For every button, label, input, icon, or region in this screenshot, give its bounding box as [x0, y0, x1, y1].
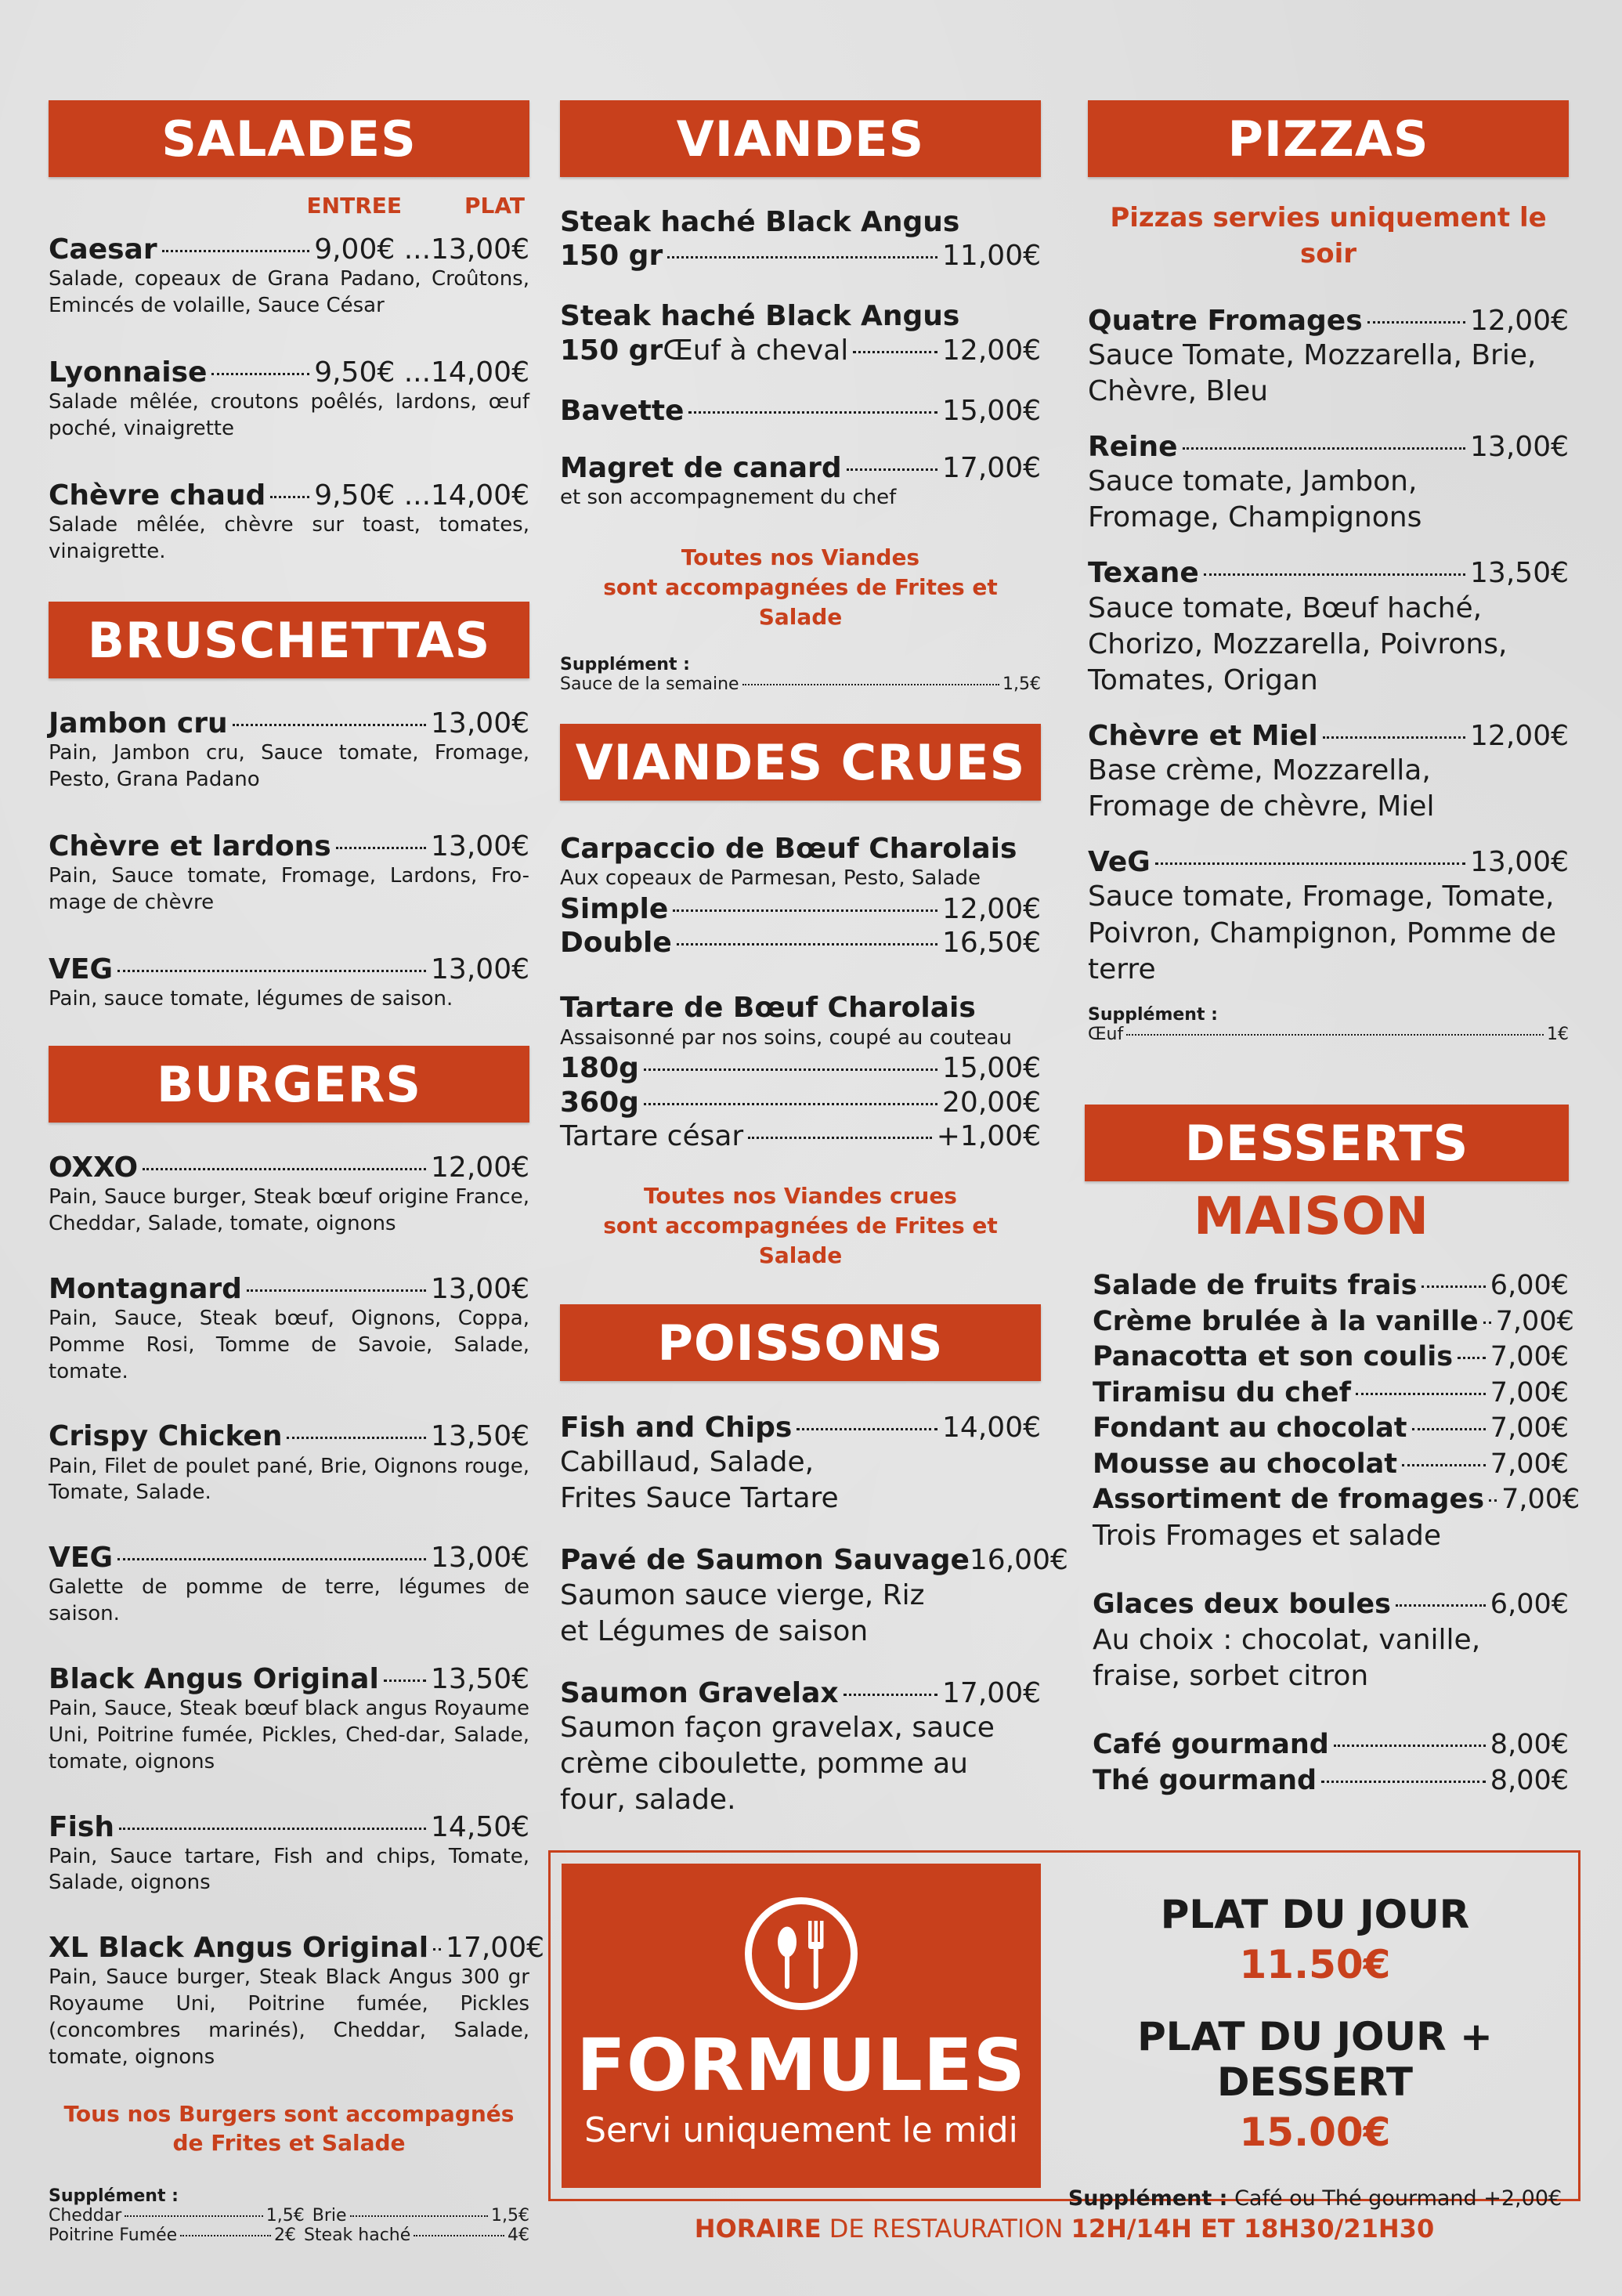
- item-price: 13,00€: [431, 953, 529, 985]
- item-price: 8,00€: [1490, 1764, 1569, 1796]
- horaire-hours: 12H/14H ET 18H30/21H30: [1071, 2214, 1435, 2244]
- item-name: Panacotta et son coulis: [1093, 1341, 1454, 1372]
- item-price: 7,00€: [1501, 1484, 1580, 1515]
- item-name: Montagnard: [49, 1272, 242, 1305]
- supplement-row: [1088, 1025, 1569, 1044]
- item-price: 13,00€: [431, 707, 529, 739]
- item-price: 17,00€: [942, 451, 1041, 484]
- item-price: 7,00€: [1490, 1341, 1569, 1372]
- burgers-banner: BURGERS: [49, 1046, 529, 1123]
- item-name: Pavé de Saumon Sauvage: [560, 1544, 970, 1577]
- supplement-row: [49, 2225, 529, 2245]
- item-name: Fish: [49, 1810, 114, 1843]
- plat-du-jour-title: PLAT DU JOUR: [1160, 1892, 1470, 1937]
- desserts-section: [1088, 1105, 1580, 1799]
- item-desc: Trois Fromages et salade: [1093, 1519, 1441, 1552]
- salades-banner: SALADES: [49, 100, 529, 177]
- cutlery-icon: [742, 1895, 860, 2012]
- menu-item: [560, 1411, 1041, 1517]
- formules-subtitle: Servi uniquement le midi: [584, 2110, 1018, 2150]
- horaire: [548, 2214, 1580, 2244]
- item-desc: Au choix : chocolat, vanille, fraise, sorbet citron: [1093, 1624, 1481, 1693]
- item-name: XL Black Angus Original: [49, 1932, 429, 1965]
- pizzas-banner: PIZZAS: [1088, 100, 1569, 177]
- item-price: +1,00€: [936, 1119, 1041, 1152]
- item-price: 9,50€ ...14,00€: [314, 356, 529, 389]
- item-price: 7,00€: [1490, 1412, 1569, 1444]
- item-price: 12,00€: [1470, 304, 1569, 337]
- menu-item: [1088, 430, 1569, 536]
- menu-item: [560, 832, 1041, 960]
- pizzas-supplement: [1088, 1005, 1569, 1044]
- supplement-label: Supplément :: [1067, 2186, 1228, 2211]
- item-price: 6,00€: [1490, 1588, 1569, 1620]
- item-name: VEG: [49, 953, 114, 985]
- menu-item: [1088, 556, 1569, 698]
- item-name: Tiramisu du chef: [1093, 1376, 1351, 1408]
- note-line: sont accompagnées de Frites et Salade: [603, 1212, 998, 1268]
- item-price: 13,50€: [431, 1662, 529, 1695]
- supp-price: 1€: [1547, 1024, 1569, 1044]
- menu-item: [49, 1541, 529, 1628]
- menu-item: [49, 479, 529, 566]
- note-line: Toutes nos Viandes: [681, 544, 920, 570]
- salades-column-headers: [49, 193, 529, 219]
- supp-price: 1,5€: [491, 2206, 529, 2226]
- item-price: 16,00€: [969, 1544, 1068, 1577]
- item-price: 9,50€ ...14,00€: [314, 479, 529, 512]
- item-name: Jambon cru: [49, 707, 228, 739]
- item-desc: Base crème, Mozzarella, Fromage de chèvre, Miel: [1088, 754, 1435, 823]
- item-price: 15,00€: [942, 1052, 1041, 1085]
- item-price: 13,50€: [1470, 557, 1569, 590]
- supplement-title: Supplément :: [1088, 1004, 1218, 1025]
- item-name: Steak haché Black Angus: [560, 300, 960, 333]
- item-name: Reine: [1088, 431, 1178, 464]
- viandes-banner: VIANDES: [560, 100, 1041, 177]
- note-line: Toutes nos Viandes crues: [644, 1182, 957, 1209]
- menu-item: [1088, 304, 1569, 410]
- item-name: VeG: [1088, 846, 1151, 879]
- item-desc: Assaisonné par nos soins, coupé au couteau: [560, 1025, 1012, 1050]
- supp-name: Sauce de la semaine: [560, 674, 739, 695]
- viandes-note: [560, 543, 1041, 631]
- burgers-note: [49, 2099, 529, 2159]
- item-price: 12,00€: [942, 892, 1041, 925]
- menu-item: [49, 707, 529, 794]
- item-name: Chèvre chaud: [49, 479, 266, 512]
- menu-item: [560, 1543, 1068, 1649]
- menu-item: [49, 1272, 529, 1386]
- menu-item: [49, 233, 529, 320]
- menu-item: [560, 451, 1041, 512]
- item-name: Assortiment de fromages: [1093, 1484, 1485, 1515]
- item-name: Café gourmand: [1093, 1729, 1329, 1761]
- item-desc: Pain, Filet de poulet pané, Brie, Oignons rouge, Tomate, Salade.: [49, 1454, 529, 1505]
- supplement-row: [560, 674, 1041, 694]
- item-price: 14,50€: [431, 1810, 529, 1843]
- item-desc: Pain, Sauce burger, Steak Black Angus 300 gr Royaume Uni, Poitrine fumée, Pickles (concombres marinés), Cheddar, Salade, tomate, oignons: [49, 1965, 529, 2069]
- menu-item: [1093, 1727, 1569, 1799]
- supplement-title: Supplément :: [49, 2186, 179, 2207]
- item-name: Caesar: [49, 233, 157, 266]
- viandes-supplement: [560, 655, 1041, 694]
- item-price: 13,00€: [431, 1542, 529, 1575]
- poissons-section: [560, 1304, 1068, 1818]
- item-name: Magret de canard: [560, 451, 842, 484]
- menu-item: [49, 356, 529, 443]
- pizzas-subtitle: Pizzas servies uniquement le soir: [1110, 202, 1547, 269]
- item-name: Glaces deux boules: [1093, 1588, 1391, 1620]
- note-line: de Frites et Salade: [172, 2130, 406, 2157]
- entree-header: ENTREE: [306, 193, 403, 219]
- supp-name: Cheddar: [49, 2206, 122, 2226]
- item-price: 15,00€: [942, 394, 1041, 427]
- supp-price: 4€: [508, 2225, 529, 2246]
- formules-supplement: [1052, 2186, 1578, 2211]
- viandes-section: [560, 100, 1041, 694]
- pizzas-section: [1088, 100, 1569, 1044]
- horaire-label: HORAIRE: [694, 2214, 822, 2244]
- item-name: Crème brulée à la vanille: [1093, 1305, 1479, 1337]
- menu-item: [49, 1419, 529, 1506]
- item-price: 7,00€: [1490, 1448, 1569, 1480]
- supp-name: Brie: [312, 2206, 347, 2226]
- item-price: 9,00€ ...13,00€: [314, 233, 529, 266]
- item-desc: Pain, sauce tomate, légumes de saison.: [49, 986, 453, 1011]
- item-desc: Pain, Sauce, Steak bœuf, Oignons, Coppa, Pomme Rosi, Tomme de Savoie, Salade, tomate.: [49, 1306, 529, 1383]
- item-name: Mousse au chocolat: [1093, 1448, 1397, 1480]
- menu-item: [1093, 1587, 1569, 1695]
- formules-panel: [562, 1864, 1041, 2188]
- item-name: Chèvre et Miel: [1088, 719, 1318, 752]
- item-name: Fish and Chips: [560, 1412, 793, 1444]
- item-name: Double: [560, 927, 672, 960]
- item-price: 13,00€: [1470, 431, 1569, 464]
- menu-item: [560, 205, 1041, 273]
- item-price: 12,00€: [942, 334, 1041, 367]
- menu-item: [560, 299, 1041, 367]
- formules-title: FORMULES: [576, 2023, 1026, 2107]
- item-name: Black Angus Original: [49, 1662, 379, 1695]
- viandes-crues-section: [560, 724, 1041, 1270]
- item-extra: Œuf à cheval: [663, 334, 849, 367]
- item-price: 16,50€: [942, 927, 1041, 960]
- item-name: 150 gr: [560, 334, 663, 367]
- item-desc: Saumon façon gravelax, sauce crème ciboulette, pomme au four, salade.: [560, 1711, 995, 1817]
- item-name: Fondant au chocolat: [1093, 1412, 1407, 1444]
- desserts-subtitle: MAISON: [1193, 1186, 1429, 1246]
- menu-item: [1088, 719, 1569, 825]
- supp-name: Steak haché: [303, 2225, 411, 2246]
- menu-item: [560, 991, 1041, 1153]
- item-price: 12,00€: [431, 1152, 529, 1184]
- desserts-banner: DESSERTS: [1085, 1105, 1569, 1181]
- item-desc: Pain, Sauce tartare, Fish and chips, Tomate, Salade, oignons: [49, 1844, 529, 1895]
- item-price: 7,00€: [1490, 1376, 1569, 1408]
- item-price: 13,00€: [431, 830, 529, 862]
- menu-item: [1088, 845, 1569, 987]
- menu-item: [49, 1810, 529, 1897]
- item-price: 12,00€: [1470, 719, 1569, 752]
- item-price: 17,00€: [942, 1676, 1041, 1709]
- item-name: 180g: [560, 1052, 639, 1085]
- item-price: 11,00€: [942, 240, 1041, 273]
- item-price: 8,00€: [1490, 1729, 1569, 1761]
- item-desc: Salade, copeaux de Grana Padano, Croûtons, Emincés de volaille, Sauce César: [49, 267, 529, 317]
- item-name: Thé gourmand: [1093, 1764, 1317, 1796]
- item-desc: Pain, Sauce, Steak bœuf black angus Royaume Uni, Poitrine fumée, Pickles, Ched-dar, Salade, tomate, oignons: [49, 1697, 529, 1774]
- menu-item: [49, 1662, 529, 1776]
- item-name: Quatre Fromages: [1088, 304, 1363, 337]
- item-price: 13,00€: [1470, 846, 1569, 879]
- item-price: 20,00€: [942, 1086, 1041, 1119]
- item-desc: Galette de pomme de terre, légumes de saison.: [49, 1575, 529, 1626]
- item-name: Lyonnaise: [49, 356, 208, 389]
- bruschettas-banner: BRUSCHETTAS: [49, 602, 529, 678]
- item-price: 6,00€: [1490, 1270, 1569, 1301]
- item-desc: Pain, Jambon cru, Sauce tomate, Fromage, Pesto, Grana Padano: [49, 741, 529, 791]
- item-name: 360g: [560, 1086, 639, 1119]
- supplement-title: Supplément :: [560, 655, 690, 675]
- item-name: Saumon Gravelax: [560, 1676, 839, 1709]
- item-name: VEG: [49, 1542, 114, 1575]
- item-desc: Cabillaud, Salade, Frites Sauce Tartare: [560, 1446, 839, 1515]
- burgers-supplement: [49, 2186, 529, 2245]
- item-name: Crispy Chicken: [49, 1420, 283, 1453]
- item-name: Bavette: [560, 394, 685, 427]
- viandes-crues-note: [560, 1181, 1041, 1270]
- supp-name: Poitrine Fumée: [49, 2225, 178, 2246]
- plat-dessert-title: PLAT DU JOUR + DESSERT: [1137, 2014, 1493, 2105]
- supp-price: 1,5€: [266, 2206, 305, 2226]
- item-desc: Sauce Tomate, Mozzarella, Brie, Chèvre, Bleu: [1088, 338, 1537, 408]
- item-desc: Salade mêlée, croutons poêlés, lardons, œuf poché, vinaigrette: [49, 389, 529, 440]
- item-price: 13,50€: [431, 1420, 529, 1453]
- item-name: 150 gr: [560, 240, 663, 273]
- horaire-mid: DE RESTAURATION: [821, 2214, 1071, 2244]
- burgers-section: [49, 1046, 545, 2246]
- item-desc: Pain, Sauce burger, Steak bœuf origine France, Cheddar, Salade, tomate, oignons: [49, 1185, 529, 1235]
- formules-details: [1052, 1853, 1578, 2211]
- supp-price: 1,5€: [1002, 674, 1041, 695]
- supplement-text: Café ou Thé gourmand +2,00€: [1227, 2186, 1562, 2211]
- item-name: Salade de fruits frais: [1093, 1270, 1418, 1301]
- note-line: Tous nos Burgers sont accompagnés: [63, 2100, 515, 2127]
- item-price: 17,00€: [446, 1932, 545, 1965]
- item-desc: et son accompagnement du chef: [560, 486, 897, 510]
- plat-du-jour-price: 11.50€: [1239, 1942, 1391, 1987]
- salades-section: [49, 100, 529, 565]
- item-name: Simple: [560, 892, 669, 925]
- item-name: Texane: [1088, 557, 1199, 590]
- item-desc: Aux copeaux de Parmesan, Pesto, Salade: [560, 866, 981, 891]
- menu-item: [560, 1676, 1041, 1818]
- item-price: 14,00€: [942, 1412, 1041, 1444]
- item-desc: Pain, Sauce tomate, Fromage, Lardons, Fro-mage de chèvre: [49, 863, 529, 914]
- item-price: 7,00€: [1495, 1305, 1574, 1337]
- bruschettas-section: [49, 602, 529, 1013]
- menu-item: [49, 953, 529, 1013]
- desserts-list: [1088, 1268, 1580, 1799]
- plat-dessert-price: 15.00€: [1239, 2110, 1391, 2155]
- item-name: OXXO: [49, 1152, 139, 1184]
- supplement-row: [49, 2206, 529, 2225]
- item-name: Carpaccio de Bœuf Charolais: [560, 833, 1017, 865]
- menu-item: [49, 1931, 545, 2070]
- viandes-crues-banner: VIANDES CRUES: [560, 724, 1041, 801]
- item-desc: Salade mêlée, chèvre sur toast, tomates, vinaigrette.: [49, 512, 529, 563]
- item-name: Tartare césar: [560, 1119, 744, 1152]
- item-price: 13,00€: [431, 1272, 529, 1305]
- plat-header: PLAT: [464, 193, 525, 219]
- item-desc: Saumon sauce vierge, Riz et Légumes de saison: [560, 1578, 925, 1647]
- item-desc: Sauce tomate, Jambon, Fromage, Champignons: [1088, 465, 1422, 534]
- item-name: Tartare de Bœuf Charolais: [560, 992, 976, 1025]
- supp-price: 2€: [273, 2225, 296, 2246]
- note-line: sont accompagnées de Frites et Salade: [603, 573, 998, 630]
- supp-name: Œuf: [1088, 1024, 1124, 1044]
- menu-item: [49, 1151, 529, 1238]
- item-desc: Sauce tomate, Bœuf haché, Chorizo, Mozzarella, Poivrons, Tomates, Origan: [1088, 591, 1508, 696]
- item-name: Steak haché Black Angus: [560, 206, 960, 238]
- formules-box: [548, 1850, 1580, 2211]
- item-name: Chèvre et lardons: [49, 830, 331, 862]
- menu-item: [49, 830, 529, 917]
- poissons-banner: POISSONS: [560, 1304, 1041, 1381]
- menu-item: [560, 394, 1041, 428]
- item-desc: Sauce tomate, Fromage, Tomate, Poivron, Champignon, Pomme de terre: [1088, 880, 1557, 985]
